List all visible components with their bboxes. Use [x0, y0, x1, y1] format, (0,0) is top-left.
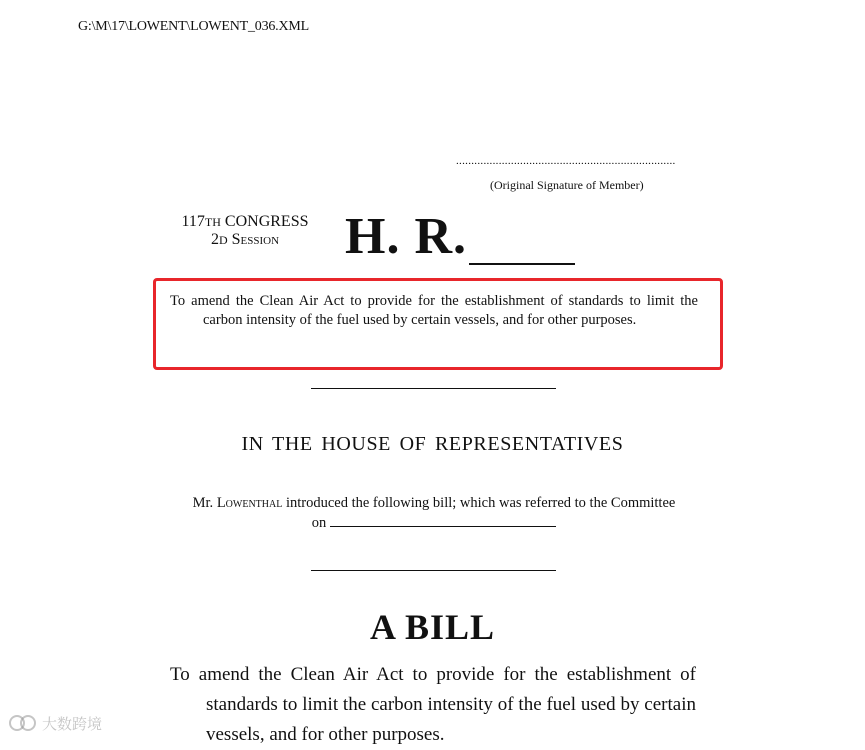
- chamber-heading: IN THE HOUSE OF REPRESENTATIVES: [241, 433, 624, 455]
- bill-number-title: H. R.: [345, 208, 467, 265]
- watermark: [8, 712, 102, 734]
- bill-heading: A BILL: [369, 607, 496, 647]
- congress-label: CONGRESS: [224, 213, 309, 230]
- congress-line: [170, 213, 320, 231]
- file-path: G:\M\17\LOWENT\LOWENT_036.XML: [78, 19, 309, 34]
- long-title: To amend the Clean Air Act to provide for the establishment of standards to limit the carbon intensity of the fuel used by certain vessels, and for other purposes.: [170, 664, 696, 745]
- introduction-text: [191, 493, 677, 533]
- session-label: Session: [231, 231, 280, 248]
- brand-logo-icon: [8, 712, 38, 734]
- bill-number-blank: [469, 263, 575, 265]
- watermark-text: 大数跨境: [42, 714, 103, 733]
- signature-caption: (Original Signature of Member): [490, 178, 644, 192]
- session-line: [170, 231, 320, 249]
- divider-rule: [311, 570, 556, 571]
- divider-rule: [311, 388, 556, 389]
- congress-session-block: [170, 213, 320, 249]
- committee-blank: [330, 516, 556, 527]
- congress-number: 117: [181, 213, 205, 230]
- introduction-body: introduced the following bill; which was referred to the Committee on: [285, 495, 676, 531]
- session-number: 2: [210, 231, 219, 248]
- congress-number-suffix: TH: [204, 215, 221, 229]
- signature-dotted-line: ........................................................................: [456, 156, 676, 167]
- session-number-suffix: D: [218, 233, 228, 247]
- short-title: To amend the Clean Air Act to provide for the establishment of standards to limit the carbon intensity of the fuel used by certain vessels, and for other purposes.: [170, 293, 698, 328]
- sponsor-name: Lowenthal: [216, 495, 283, 511]
- sponsor-prefix: Mr.: [192, 495, 214, 511]
